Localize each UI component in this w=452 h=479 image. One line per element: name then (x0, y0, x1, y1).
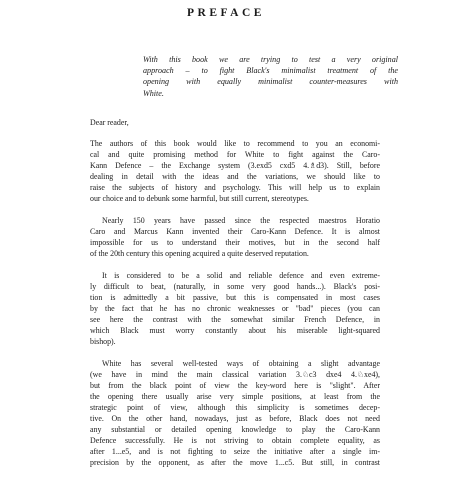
text-line: tive. On the other hand, nowadays, just as before, Black does not need (90, 414, 380, 423)
paragraph-1 (90, 138, 380, 204)
text-line: impossible for us to understand their motives, but in the second half (90, 238, 380, 247)
text-line: Caro and Marcus Kann invented their Caro-Kann Defence. It is almost (90, 227, 380, 236)
epigraph-line: With this book we are trying to test a very original (143, 55, 398, 64)
text-line: after 1...e5, and is not fighting to seize the initiative after a single im- (90, 447, 380, 456)
epigraph-line: opening with equally minimalist counter-measures with (143, 77, 398, 87)
text-line: precision by the opponent, as after the move 1...c5. But still, in contrast (90, 458, 380, 467)
text-line: White has several well-tested ways of obtaining a slight advantage (102, 359, 380, 368)
text-line: Kann Defence – the Exchange system (3.exd5 cxd5 4.♗d3). Still, before (90, 161, 380, 170)
text-line: our choice and to debunk some harmful, but still current, stereotypes. (90, 194, 309, 203)
text-line: see here the contrast with the somewhat similar French Defence, in (90, 315, 380, 324)
text-line: Nearly 150 years have passed since the respected maestros Horatio (102, 216, 380, 225)
text-line: raise the subjects of history and psychology. This will help us to explain (90, 183, 380, 192)
text-line: ly difficult to beat, (naturally, in some very good hands...). Black's posi- (90, 282, 380, 291)
body-text (90, 117, 380, 479)
text-line: bishop). (90, 337, 116, 346)
text-line: any substantial or detailed opening knowledge to play the Caro-Kann (90, 425, 380, 434)
text-line: cal and quite promising method for White to fight against the Caro- (90, 150, 380, 159)
page-title: PREFACE (187, 7, 265, 19)
salutation: Dear reader, (90, 118, 129, 127)
text-line: which Black must worry constantly about his miserable light-squared (90, 326, 380, 335)
epigraph-line: White. (143, 88, 164, 98)
text-line: The authors of this book would like to recommend to you an economi- (90, 139, 380, 148)
paragraph-2 (90, 215, 380, 259)
text-line: but from the black point of view the key-word here is "slight". After (90, 381, 380, 390)
text-line: the opening there usually arise very simple positions, at least from the (90, 392, 380, 401)
text-line: of the 20th century this opening acquired a quite deserved reputation. (90, 249, 309, 258)
text-line: Defence successfully. He is not striving to obtain complete equality, as (90, 436, 380, 445)
text-line: tion is admittedly a bit passive, but this is compensated in most cases (90, 293, 380, 302)
paragraph-3 (90, 270, 380, 347)
epigraph (143, 54, 398, 99)
text-line: strategic point of view, although this simplicity is sometimes decep- (90, 403, 380, 412)
text-line: (we have in mind the main classical variation 3.♘c3 dxe4 4.♘xe4), (90, 370, 380, 379)
text-line: It is considered to be a solid and reliable defence and even extreme- (102, 271, 380, 280)
text-line: dealing in detail with the ideas and the variations, we should like to (90, 172, 380, 181)
text-line: by the fact that he has no chronic weaknesses or "bad" pieces (you can (90, 304, 380, 313)
epigraph-line: approach – to fight Black's minimalist treatment of the (143, 66, 398, 76)
